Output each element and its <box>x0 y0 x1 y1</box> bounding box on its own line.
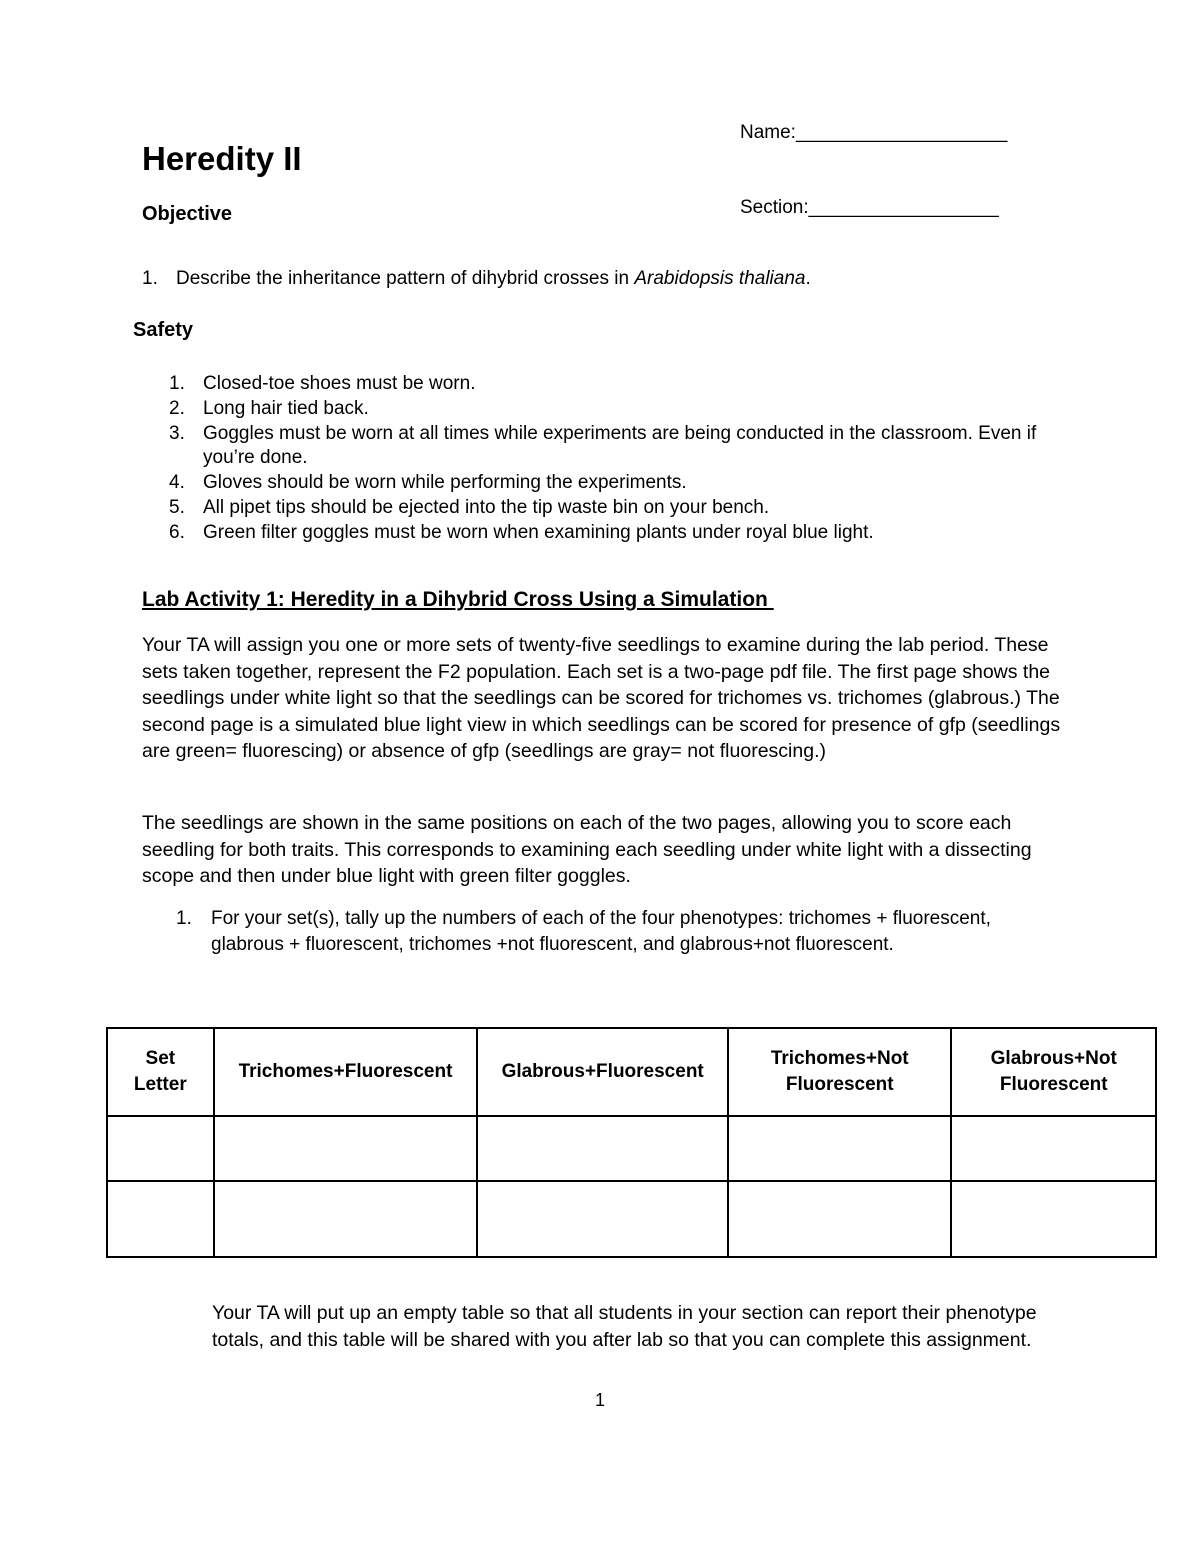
table-cell[interactable] <box>107 1116 214 1181</box>
safety-item-number: 6. <box>169 521 185 543</box>
safety-item-text: Long hair tied back. <box>203 397 369 419</box>
safety-item-text: Gloves should be worn while performing the experiments. <box>203 472 687 494</box>
table-cell[interactable] <box>951 1116 1156 1181</box>
section-field-label: Section:__________________ <box>740 197 999 218</box>
table-row <box>107 1116 1156 1181</box>
objective-item-text: Describe the inheritance pattern of dihybrid crosses in <box>176 268 635 289</box>
table-cell[interactable] <box>214 1116 478 1181</box>
safety-heading: Safety <box>133 319 194 341</box>
safety-item <box>142 521 1042 546</box>
safety-item-number: 2. <box>169 397 185 419</box>
table-cell[interactable] <box>728 1116 951 1181</box>
phenotype-tally-table <box>106 1027 1157 1258</box>
safety-list <box>142 372 1042 546</box>
document-title: Heredity II <box>142 140 302 177</box>
table-row <box>107 1181 1156 1257</box>
name-field-label: Name:____________________ <box>740 122 1008 143</box>
column-header-glabrous-fluorescent: Glabrous+Fluorescent <box>477 1028 728 1116</box>
closing-paragraph: Your TA will put up an empty table so that all students in your section can report their phenotype totals, and this table will be shared with you after lab so that you can complete this assignment. <box>212 1302 1037 1351</box>
safety-item-text: All pipet tips should be ejected into the tip waste bin on your bench. <box>203 496 770 518</box>
table-cell[interactable] <box>728 1181 951 1257</box>
objective-item-number: 1. <box>142 268 158 289</box>
table-cell[interactable] <box>107 1181 214 1257</box>
safety-item-text: Closed-toe shoes must be worn. <box>203 373 476 394</box>
table-cell[interactable] <box>477 1116 728 1181</box>
activity-paragraph-1: Your TA will assign you one or more sets of twenty-five seedlings to examine during the lab period. These sets taken together, represent the F2 population. Each set is a two-page pdf file. The first page shows the seedlings under white light so that the seedlings can be scored for trichomes vs. trichomes (glabrous.) The second page is a simulated blue light view in which seedlings can be scored for presence of gfp (seedlings are green= fluorescing) or absence of gfp (seedlings are gray= not fluorescing.) <box>142 634 1061 763</box>
safety-item <box>142 372 1042 397</box>
safety-item <box>142 471 1042 496</box>
column-header-set-letter: Set Letter <box>107 1028 214 1116</box>
safety-item-number: 5. <box>169 496 185 518</box>
safety-item <box>142 422 1042 472</box>
column-header-trichomes-not-fluorescent: Trichomes+Not Fluorescent <box>728 1028 951 1116</box>
column-header-glabrous-not-fluorescent: Glabrous+Not Fluorescent <box>951 1028 1156 1116</box>
activity-paragraph-2: The seedlings are shown in the same positions on each of the two pages, allowing you to score each seedling for both traits. This corresponds to examining each seedling under white light with a dissecting scope and then under blue light with green filter goggles. <box>142 812 1032 888</box>
safety-item-text: Green filter goggles must be worn when examining plants under royal blue light. <box>203 521 874 543</box>
safety-item-number: 4. <box>169 472 185 494</box>
objective-item-species: Arabidopsis thaliana <box>634 268 806 289</box>
objective-item <box>142 267 811 291</box>
safety-item <box>142 397 1042 422</box>
table-cell[interactable] <box>951 1181 1156 1257</box>
task-item-number: 1. <box>176 908 192 929</box>
table-header-row <box>107 1028 1156 1116</box>
safety-item <box>142 496 1042 521</box>
task-item-text: For your set(s), tally up the numbers of each of the four phenotypes: trichomes + fluorescent, glabrous + fluorescent, trichomes +not fluorescent, and glabrous+not fluorescent. <box>211 908 991 955</box>
header-fields <box>740 70 1007 245</box>
task-item <box>176 906 1006 958</box>
table-cell[interactable] <box>477 1181 728 1257</box>
safety-item-text: Goggles must be worn at all times while experiments are being conducted in the classroom. Even if you’re done. <box>203 422 1037 469</box>
table-cell[interactable] <box>214 1181 478 1257</box>
safety-item-number: 3. <box>169 422 185 444</box>
objective-item-end: . <box>805 268 811 289</box>
safety-item-number: 1. <box>169 373 185 394</box>
page-number: 1 <box>594 1390 605 1410</box>
column-header-trichomes-fluorescent: Trichomes+Fluorescent <box>214 1028 478 1116</box>
lab-activity-heading: Lab Activity 1: Heredity in a Dihybrid Cross Using a Simulation <box>142 588 774 611</box>
objective-heading: Objective <box>142 203 233 225</box>
